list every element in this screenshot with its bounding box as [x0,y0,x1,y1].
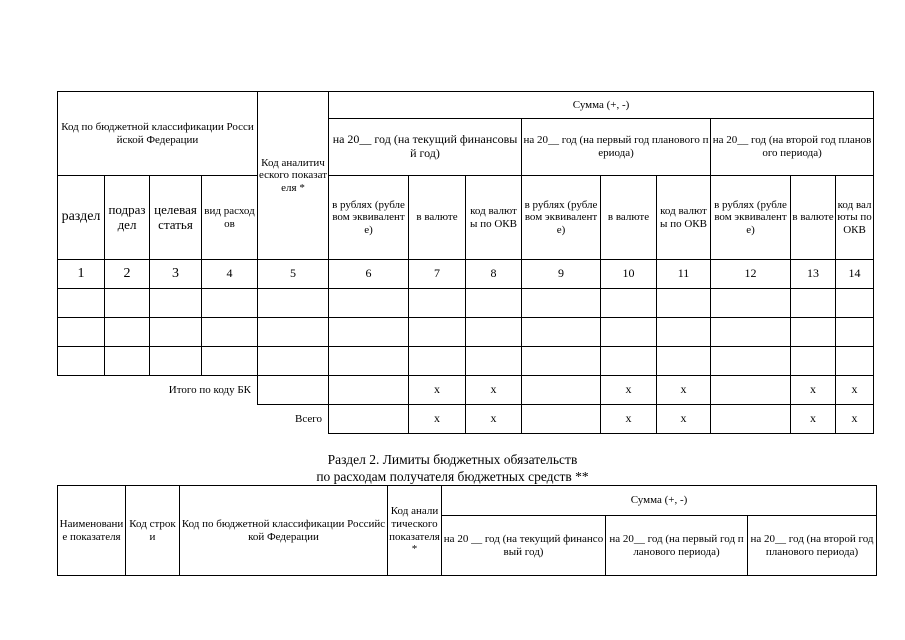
t2-header-bk: Код по бюджетной классификации Российской Федерации [180,486,388,576]
header-razdel: раздел [58,176,105,260]
x-mark: x [791,405,836,434]
x-mark: x [601,405,657,434]
t2-header-year-first: на 20__ год (на первый год планового периода) [606,516,748,576]
col-number: 2 [105,260,150,289]
x-mark: x [791,376,836,405]
budget-table-section1 [57,91,874,434]
x-mark: x [601,376,657,405]
x-mark: x [409,405,466,434]
header-year-current: на 20__ год (на текущий финансовый год) [329,119,522,176]
t2-header-analytic: Код аналитического показателя * [388,486,442,576]
t2-header-year-second: на 20__ год (на второй год планового периода) [748,516,877,576]
header-okv-first: код валюты по ОКВ [657,176,711,260]
t2-header-year-current: на 20 __ год (на текущий финансовый год) [442,516,606,576]
x-mark: x [409,376,466,405]
t2-header-name: Наименование показателя [58,486,126,576]
col-number: 11 [657,260,711,289]
budget-table-section2 [57,485,877,576]
header-sum: Сумма (+, -) [329,92,874,119]
col-number: 14 [836,260,874,289]
x-mark: x [466,405,522,434]
header-year-first: на 20__ год (на первый год планового периода) [522,119,711,176]
x-mark: x [657,405,711,434]
header-analytic-code: Код аналитического показателя * [258,92,329,260]
header-year-second: на 20__ год (на второй год планового периода) [711,119,874,176]
header-val-second: в валюте [791,176,836,260]
section2-title [0,451,905,485]
header-rub-current: в рублях (рублевом эквиваленте) [329,176,409,260]
header-vid: вид расходов [202,176,258,260]
col-number: 6 [329,260,409,289]
t2-header-sum: Сумма (+, -) [442,486,877,516]
itogo-row [58,376,874,405]
x-mark: x [836,376,874,405]
col-number: 3 [150,260,202,289]
header-bk-classification: Код по бюджетной классификации Российской Федерации [58,92,258,176]
section2-title-line2: по расходам получателя бюджетных средств ** [316,469,589,484]
x-mark: x [657,376,711,405]
header-okv-second: код валюты по ОКВ [836,176,874,260]
header-val-current: в валюте [409,176,466,260]
header-okv-current: код валюты по ОКВ [466,176,522,260]
col-number: 1 [58,260,105,289]
col-number: 10 [601,260,657,289]
x-mark: x [836,405,874,434]
col-number: 5 [258,260,329,289]
header-rub-second: в рублях (рублевом эквиваленте) [711,176,791,260]
itogo-label: Итого по коду БК [168,383,251,396]
x-mark: x [466,376,522,405]
table-row [58,318,874,347]
header-rub-first: в рублях (рублевом эквиваленте) [522,176,601,260]
header-podrazdel: подраздел [105,176,150,260]
table-row [58,347,874,376]
header-celevaya: целевая статья [150,176,202,260]
col-number: 12 [711,260,791,289]
section2-title-line1: Раздел 2. Лимиты бюджетных обязательств [327,452,578,467]
col-number: 13 [791,260,836,289]
table-row [58,289,874,318]
col-number: 8 [466,260,522,289]
vsego-row [58,405,874,434]
header-val-first: в валюте [601,176,657,260]
col-number: 9 [522,260,601,289]
col-number: 7 [409,260,466,289]
t2-header-code-row: Код строки [126,486,180,576]
vsego-label: Всего [258,405,329,434]
col-number: 4 [202,260,258,289]
